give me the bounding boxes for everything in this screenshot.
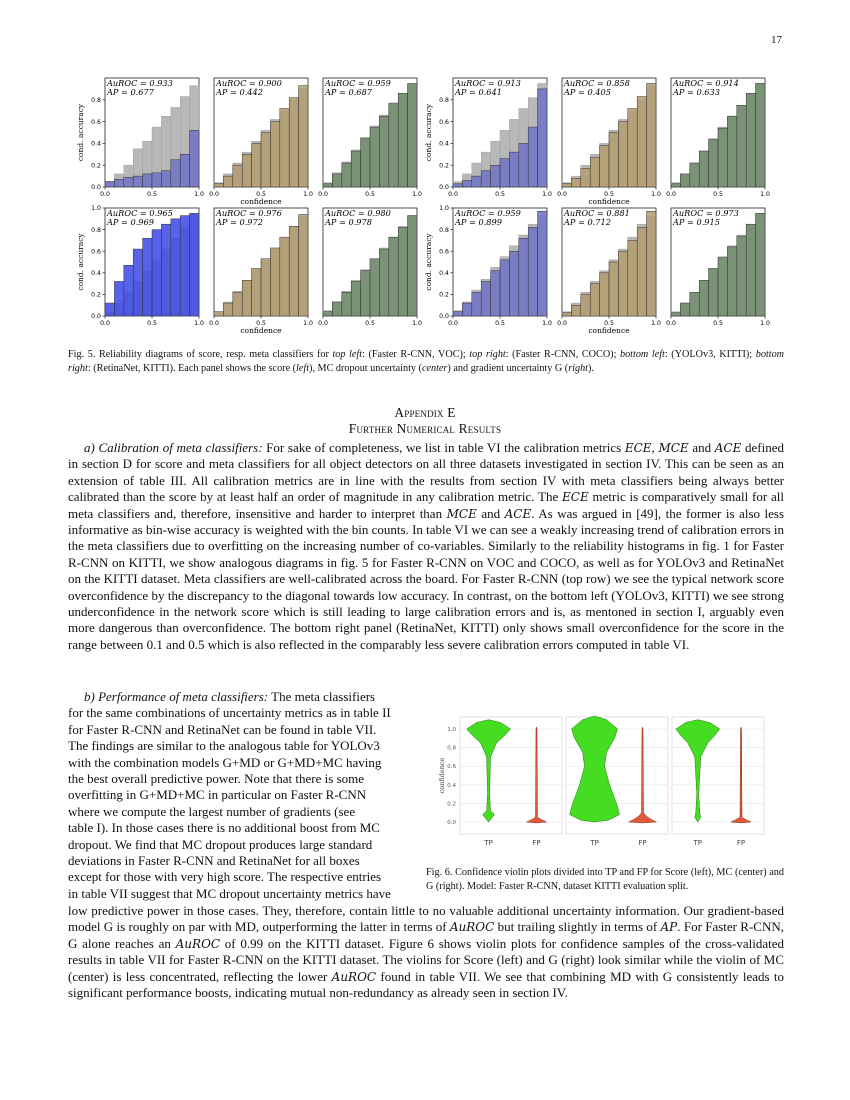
- accuracy-bar: [528, 227, 537, 316]
- accuracy-bar: [233, 165, 242, 187]
- accuracy-bar: [481, 281, 490, 316]
- accuracy-bar: [609, 133, 618, 188]
- accuracy-bar: [699, 280, 708, 316]
- accuracy-bar: [280, 109, 289, 187]
- violin-category-label: FP: [736, 839, 746, 847]
- x-axis-label: confidence: [240, 197, 282, 206]
- violin-category-label: FP: [532, 839, 541, 847]
- accuracy-bar: [699, 151, 708, 187]
- ap-label: AP = 0.677: [107, 87, 154, 97]
- ap-label: AP = 0.969: [107, 217, 154, 227]
- accuracy-bar: [500, 260, 509, 316]
- ap-label: AP = 0.899: [455, 217, 502, 227]
- ap-label: AP = 0.978: [325, 217, 372, 227]
- accuracy-bar: [379, 116, 388, 187]
- y-tick-label: 0.0: [91, 313, 101, 321]
- accuracy-bar: [398, 227, 407, 316]
- accuracy-bar: [152, 173, 161, 187]
- accuracy-bar: [618, 251, 627, 316]
- accuracy-bar: [562, 313, 571, 316]
- appendix-title: Further Numerical Results: [348, 421, 502, 436]
- accuracy-bar: [242, 154, 251, 187]
- accuracy-bar: [270, 122, 279, 187]
- x-tick-label: 0.0: [100, 191, 110, 198]
- accuracy-bar: [242, 280, 251, 316]
- x-tick-label: 0.0: [100, 320, 110, 327]
- accuracy-bar: [342, 292, 351, 316]
- accuracy-bar: [370, 127, 379, 187]
- y-axis-label: cond. accuracy: [424, 103, 433, 162]
- accuracy-bar: [223, 303, 232, 316]
- accuracy-bar: [756, 213, 765, 316]
- accuracy-bar: [453, 184, 462, 187]
- x-tick-label: 0.0: [209, 191, 219, 198]
- accuracy-bar: [727, 116, 736, 187]
- accuracy-bar: [408, 216, 417, 316]
- figure-5-caption-prefix: Fig. 5.: [68, 349, 96, 360]
- accuracy-bar: [562, 184, 571, 187]
- accuracy-bar: [481, 171, 490, 187]
- accuracy-bar: [124, 177, 133, 187]
- accuracy-bar: [332, 302, 341, 316]
- violin-category-label: TP: [693, 839, 703, 847]
- y-tick-label: 0.8: [439, 97, 449, 104]
- accuracy-bar: [509, 251, 518, 316]
- accuracy-bar: [628, 240, 637, 316]
- violin-category-label: TP: [484, 839, 493, 847]
- x-tick-label: 0.0: [318, 320, 328, 327]
- x-tick-label: 0.0: [209, 320, 219, 327]
- x-tick-label: 0.0: [448, 191, 458, 198]
- accuracy-bar: [114, 281, 123, 316]
- accuracy-bar: [161, 171, 170, 187]
- auroc-label: AuROC = 0.959: [325, 78, 391, 88]
- violin-y-tick-label: 0.6: [447, 764, 456, 771]
- accuracy-bar: [690, 292, 699, 316]
- accuracy-bar: [746, 224, 755, 316]
- figure-6-caption: Fig. 6. Confidence violin plots divided into TP and FP for Score (left), MC (center) and G (right). Model: Faster R-CNN, dataset KITTI evaluation split.: [426, 867, 784, 892]
- y-tick-label: 0.0: [439, 184, 449, 192]
- y-tick-label: 0.6: [439, 118, 449, 126]
- accuracy-bar: [190, 130, 199, 187]
- accuracy-bar: [756, 83, 765, 187]
- accuracy-bar: [152, 230, 161, 316]
- accuracy-bar: [252, 268, 261, 316]
- accuracy-bar: [462, 180, 471, 187]
- x-tick-label: 0.5: [604, 191, 614, 198]
- auroc-label: AuROC = 0.976: [216, 208, 282, 218]
- accuracy-bar: [351, 281, 360, 316]
- y-tick-label: 0.4: [439, 270, 449, 277]
- y-tick-label: 0.2: [91, 291, 101, 299]
- x-axis-label: confidence: [240, 326, 282, 335]
- x-tick-label: 0.5: [256, 191, 266, 198]
- accuracy-bar: [538, 89, 547, 187]
- accuracy-bar: [472, 176, 481, 187]
- accuracy-bar: [600, 146, 609, 187]
- ap-label: AP = 0.915: [673, 217, 720, 227]
- x-tick-label: 0.5: [495, 320, 505, 327]
- accuracy-bar: [190, 213, 199, 316]
- accuracy-bar: [323, 312, 332, 316]
- accuracy-bar: [133, 249, 142, 316]
- y-tick-label: 0.8: [91, 226, 101, 234]
- accuracy-bar: [114, 179, 123, 187]
- section-b-continued: low predictive power in those cases. They, therefore, contain little to no valuable additional uncertainty information. Our gradient-based model G is roughly on par with MD, outperforming the latter in terms of AuROC but trailing slightly in terms of AP. For Faster R-CNN, G alone reaches an AuROC of 0.99 on the KITTI dataset. Figure 6 shows violin plots for confidence samples of the cross-validated results in table VII for Faster R-CNN on the KITTI dataset. The violins for Score (left) and G (right) look similar while the violin of MC (center) is less concentrated, reflecting the lower AuROC found in table VII. We see that combining MD with G consistently leads to significant performance boosts, indicating mutual non-redundancy as already seen in section IV.: [68, 903, 784, 1001]
- accuracy-bar: [342, 163, 351, 187]
- y-tick-label: 0.2: [91, 162, 101, 170]
- accuracy-bar: [637, 97, 646, 187]
- page-number: 17: [771, 34, 782, 46]
- accuracy-bar: [571, 305, 580, 316]
- y-tick-label: 0.6: [439, 248, 449, 256]
- x-tick-label: 0.0: [557, 191, 567, 198]
- accuracy-bar: [600, 273, 609, 316]
- auroc-label: AuROC = 0.881: [564, 208, 630, 218]
- accuracy-bar: [671, 184, 680, 187]
- x-tick-label: 1.0: [542, 320, 552, 327]
- x-axis-label: confidence: [588, 197, 630, 206]
- accuracy-bar: [453, 312, 462, 316]
- x-tick-label: 0.5: [147, 191, 157, 198]
- section-b-heading: b) Performance of meta classifiers:: [84, 689, 269, 704]
- auroc-label: AuROC = 0.913: [455, 78, 521, 88]
- accuracy-bar: [718, 258, 727, 316]
- section-b-wrapped-paragraph: b) Performance of meta classifiers: The meta classifiers for the same combinations of uncertainty metrics as in table II for Faster R-CNN and RetinaNet can be found in table VII. The findings are similar to the analogous table for YOLOv3 with the combination models G+MD or G+MD+MC having the best overall predictive power. Note that there is some overfitting in G+MD+MC in particular on Faster R-CNN where we compute the largest number of gradients (see table I). In those cases there is no additional boost from MC dropout. We find that MC dropout produces large standard deviations in Faster R-CNN and RetinaNet for all boxes except for those with very high score. The respective entries in table VII suggest that MC dropout uncertainty metrics have: [68, 689, 391, 901]
- y-tick-label: 0.2: [439, 291, 449, 299]
- accuracy-bar: [280, 237, 289, 316]
- x-tick-label: 0.5: [495, 191, 505, 198]
- x-tick-label: 0.5: [147, 320, 157, 327]
- accuracy-bar: [289, 226, 298, 316]
- section-a-paragraph: a) Calibration of meta classifiers: For sake of completeness, we list in table VI the calibration metrics ECE, MCE and ACE defined in section D for score and meta classifiers for all object detectors on all three datasets investigated in section IV. This can be seen as an extension of table III. All calibration metrics are in line with the results from section IV with meta classifiers being always better calibrated than the score by at least half an order of magnitude in any calibration metric. The ECE metric is comparatively small for all meta classifiers and, therefore, insensitive and harder to interpret than MCE and ACE. As was argued in [49], the former is also less informative as bin-wise accuracy is weighted with the bin counts. In table VI we can see a weakly increasing trend of calibration errors in the meta classifiers due to overfitting on the increasing number of co-variables. Similarly to the reliability histograms in fig. 1 for Faster R-CNN on KITTI, we show analogous diagrams in fig. 5 for Faster R-CNN on VOC and COCO, as well as for YOLOv3 and RetinaNet on the KITTI dataset. Meta classifiers are well-calibrated across the board. For Faster R-CNN (top row) we see the typical network score overconfidence by the discrepancy to the diagonal towards low accuracy. In contrast, on the bottom left (YOLOv3, KITTI) we see strong underconfidence in the network score which is still leading to large calibration errors and is, as mentoned in section I, arguably even more dangerous than overconfidence. The bottom right panel (RetinaNet, KITTI) only shows small overconfidence for the score in the range between 0.1 and 0.5 which is also reflected in the comparably less severe calibration errors computed in table VI.: [68, 440, 785, 652]
- auroc-label: AuROC = 0.959: [455, 208, 521, 218]
- accuracy-bar: [124, 265, 133, 316]
- accuracy-bar: [709, 139, 718, 187]
- accuracy-bar: [647, 211, 656, 316]
- accuracy-bar: [214, 312, 223, 316]
- section-a-heading: a) Calibration of meta classifiers:: [84, 440, 263, 455]
- accuracy-bar: [737, 236, 746, 316]
- accuracy-bar: [233, 292, 242, 316]
- x-tick-label: 0.5: [256, 320, 266, 327]
- auroc-label: AuROC = 0.900: [216, 78, 282, 88]
- x-tick-label: 0.0: [318, 191, 328, 198]
- accuracy-bar: [609, 262, 618, 316]
- y-tick-label: 0.8: [439, 226, 449, 234]
- accuracy-bar: [361, 138, 370, 187]
- y-tick-label: 0.0: [91, 184, 101, 192]
- accuracy-bar: [709, 268, 718, 316]
- appendix-label: Appendix E: [394, 405, 456, 420]
- y-tick-label: 0.0: [439, 313, 449, 321]
- accuracy-bar: [214, 184, 223, 187]
- accuracy-bar: [180, 154, 189, 187]
- y-axis-label: cond. accuracy: [76, 103, 85, 162]
- violin-y-tick-label: 0.4: [447, 782, 456, 789]
- accuracy-bar: [500, 159, 509, 187]
- accuracy-bar: [491, 271, 500, 316]
- ap-label: AP = 0.972: [216, 217, 263, 227]
- ap-label: AP = 0.442: [216, 87, 263, 97]
- accuracy-bar: [718, 128, 727, 187]
- accuracy-bar: [571, 178, 580, 187]
- x-tick-label: 0.0: [448, 320, 458, 327]
- y-tick-label: 0.8: [91, 97, 101, 104]
- accuracy-bar: [270, 248, 279, 316]
- y-tick-label: 0.6: [91, 248, 101, 256]
- accuracy-bar: [161, 224, 170, 316]
- accuracy-bar: [261, 259, 270, 316]
- x-tick-label: 0.0: [557, 320, 567, 327]
- accuracy-bar: [671, 313, 680, 316]
- y-tick-label: 0.4: [91, 270, 101, 277]
- accuracy-bar: [171, 219, 180, 316]
- accuracy-bar: [398, 93, 407, 187]
- x-tick-label: 1.0: [194, 191, 204, 198]
- auroc-label: AuROC = 0.933: [107, 78, 173, 88]
- x-tick-label: 0.5: [365, 191, 375, 198]
- y-tick-label: 0.4: [91, 140, 101, 148]
- figure-5-caption: Fig. 5. Reliability diagrams of score, resp. meta classifiers for top left: (Faster R-CNN, VOC); top right: (Faster R-CNN, COCO); bottom left: (YOLOv3, KITTI); bottom right: (RetinaNet, KITTI). Each panel shows the score (left), MC dropout uncertainty (center) and gradient uncertainty G (right).: [68, 349, 785, 374]
- ap-label: AP = 0.641: [455, 87, 502, 97]
- accuracy-bar: [590, 284, 599, 316]
- auroc-label: AuROC = 0.914: [673, 78, 739, 88]
- violin-category-label: TP: [590, 839, 599, 847]
- ap-label: AP = 0.633: [673, 87, 720, 97]
- accuracy-bar: [628, 109, 637, 187]
- figure-6-violin-plots: [420, 712, 785, 862]
- accuracy-bar: [528, 127, 537, 187]
- y-tick-label: 0.2: [439, 162, 449, 170]
- accuracy-bar: [180, 216, 189, 316]
- x-tick-label: 1.0: [651, 191, 661, 198]
- accuracy-bar: [519, 143, 528, 187]
- accuracy-bar: [647, 83, 656, 187]
- accuracy-bar: [737, 105, 746, 187]
- accuracy-bar: [143, 238, 152, 316]
- ap-label: AP = 0.712: [564, 217, 611, 227]
- violin-y-tick-label: 0.0: [447, 820, 456, 826]
- accuracy-bar: [538, 211, 547, 316]
- accuracy-bar: [618, 122, 627, 187]
- accuracy-bar: [462, 303, 471, 316]
- accuracy-bar: [261, 133, 270, 188]
- x-tick-label: 1.0: [412, 191, 422, 198]
- y-tick-label: 0.6: [91, 118, 101, 126]
- x-tick-label: 0.5: [713, 320, 723, 327]
- accuracy-bar: [690, 163, 699, 187]
- accuracy-bar: [727, 247, 736, 316]
- x-tick-label: 1.0: [651, 320, 661, 327]
- accuracy-bar: [143, 174, 152, 187]
- accuracy-bar: [361, 271, 370, 316]
- accuracy-bar: [299, 86, 308, 187]
- auroc-label: AuROC = 0.973: [673, 208, 739, 218]
- accuracy-bar: [351, 151, 360, 187]
- x-tick-label: 1.0: [760, 191, 770, 198]
- accuracy-bar: [509, 152, 518, 187]
- accuracy-bar: [680, 303, 689, 316]
- accuracy-bar: [370, 259, 379, 316]
- accuracy-bar: [389, 103, 398, 187]
- accuracy-bar: [389, 237, 398, 316]
- figure-5-reliability-diagrams: [0, 0, 850, 345]
- y-axis-label: cond. accuracy: [424, 233, 433, 291]
- accuracy-bar: [379, 249, 388, 316]
- accuracy-bar: [171, 160, 180, 187]
- x-tick-label: 0.0: [666, 191, 676, 198]
- accuracy-bar: [519, 238, 528, 316]
- accuracy-bar: [332, 174, 341, 187]
- accuracy-bar: [472, 292, 481, 316]
- accuracy-bar: [408, 83, 417, 187]
- ap-label: AP = 0.405: [564, 87, 611, 97]
- x-tick-label: 1.0: [760, 320, 770, 327]
- ap-label: AP = 0.687: [325, 87, 372, 97]
- violin-category-label: FP: [638, 839, 647, 847]
- accuracy-bar: [581, 294, 590, 316]
- accuracy-bar: [746, 93, 755, 187]
- y-tick-label: 0.4: [439, 140, 449, 148]
- violin-y-tick-label: 0.8: [447, 745, 456, 752]
- accuracy-bar: [223, 176, 232, 187]
- accuracy-bar: [289, 98, 298, 187]
- accuracy-bar: [637, 227, 646, 316]
- x-tick-label: 0.0: [666, 320, 676, 327]
- x-tick-label: 0.5: [604, 320, 614, 327]
- auroc-label: AuROC = 0.965: [107, 208, 173, 218]
- y-axis-label: cond. accuracy: [76, 233, 85, 291]
- x-axis-label: confidence: [588, 326, 630, 335]
- y-tick-label: 1.0: [91, 205, 101, 213]
- accuracy-bar: [133, 176, 142, 187]
- violin-y-tick-label: 1.0: [447, 727, 456, 733]
- accuracy-bar: [491, 165, 500, 187]
- accuracy-bar: [299, 214, 308, 316]
- x-tick-label: 1.0: [412, 320, 422, 327]
- violin-y-axis-label: confidence: [438, 757, 446, 794]
- accuracy-bar: [105, 303, 114, 316]
- accuracy-bar: [680, 174, 689, 187]
- x-tick-label: 1.0: [542, 191, 552, 198]
- auroc-label: AuROC = 0.980: [325, 208, 391, 218]
- accuracy-bar: [581, 168, 590, 187]
- accuracy-bar: [323, 184, 332, 187]
- accuracy-bar: [590, 158, 599, 187]
- x-tick-label: 1.0: [194, 320, 204, 327]
- accuracy-bar: [252, 143, 261, 187]
- x-tick-label: 0.5: [713, 191, 723, 198]
- accuracy-bar: [105, 182, 114, 187]
- x-tick-label: 1.0: [303, 191, 313, 198]
- x-tick-label: 1.0: [303, 320, 313, 327]
- y-tick-label: 1.0: [439, 205, 449, 213]
- auroc-label: AuROC = 0.858: [564, 78, 630, 88]
- x-tick-label: 0.5: [365, 320, 375, 327]
- violin-y-tick-label: 0.2: [447, 801, 456, 808]
